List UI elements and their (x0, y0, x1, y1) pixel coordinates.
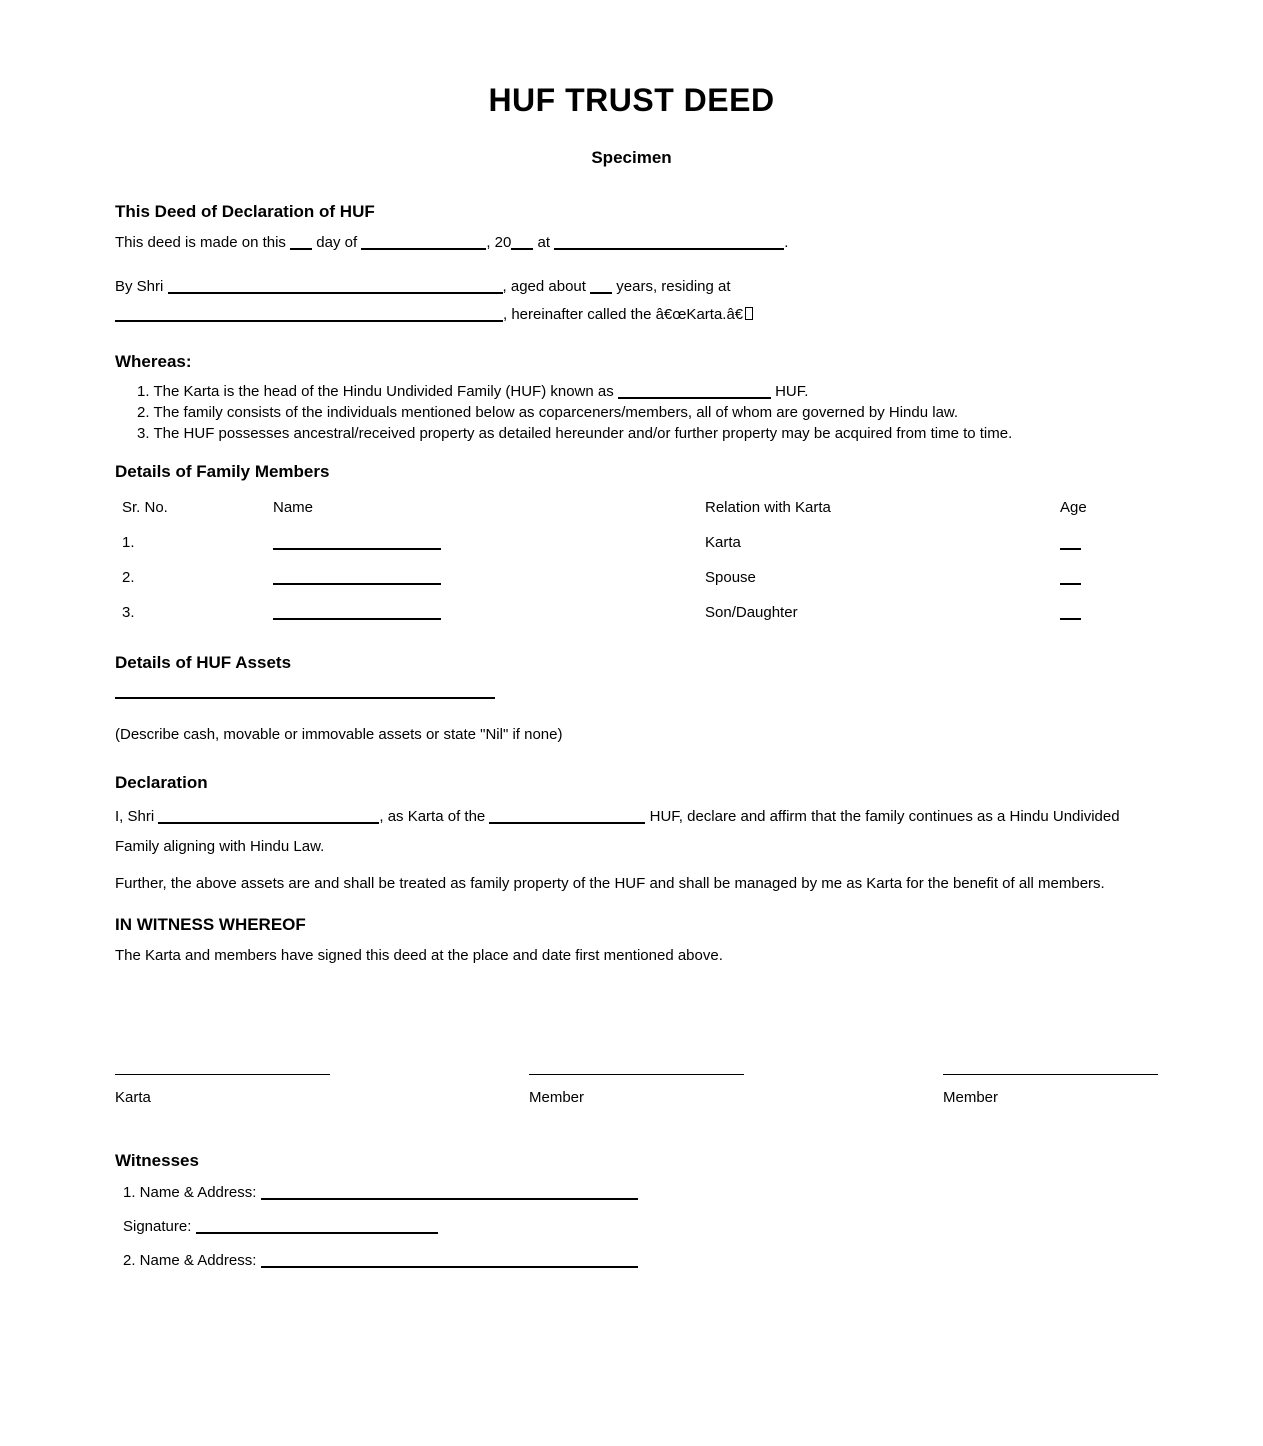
blank-witness2-name-address (261, 1254, 638, 1268)
declaration-paragraph-2: Further, the above assets are and shall be treated as family property of the HUF and shall be managed by me as Karta for the benefit of all members. (115, 875, 1105, 892)
table-row (115, 602, 1148, 624)
blank-place (554, 236, 784, 250)
signature-label: Member (943, 1089, 999, 1106)
member-age-cell (1060, 532, 1148, 554)
table-row (115, 532, 1148, 554)
text-declare-affirm: HUF, declare and affirm that the family continues as a Hindu Undivided Family aligning with Hindu Law. (115, 808, 1120, 855)
member-name-cell (273, 567, 705, 589)
blank-day-number (290, 236, 312, 250)
whereas-item-1-text: The Karta is the head of the Hindu Undivided Family (HUF) known as (153, 383, 614, 400)
blank-witness1-name-address (261, 1186, 638, 1200)
assets-note: (Describe cash, movable or immovable assets or state "Nil" if none) (115, 726, 563, 743)
witnesses-list (115, 1182, 1148, 1272)
row-sr-no: 1. (122, 534, 135, 551)
text-i-shri: I, Shri (115, 808, 155, 825)
blank-member-age-1 (1060, 536, 1081, 550)
list-number: 1. (137, 383, 150, 400)
blank-member-name-1 (273, 536, 441, 550)
member-name-cell (273, 532, 705, 554)
blank-age (590, 280, 612, 294)
witness-2-row (123, 1250, 1148, 1272)
list-number: 3. (137, 425, 150, 442)
document-subtitle: Specimen (591, 148, 672, 167)
deed-address-line (115, 301, 1148, 329)
signature-line-karta (115, 1074, 330, 1075)
declaration-paragraph-1 (115, 802, 1125, 862)
column-header-age: Age (1060, 499, 1087, 516)
row-sr-no: 3. (122, 604, 135, 621)
column-header-relation: Relation with Karta (705, 499, 831, 516)
whereas-list (115, 381, 1148, 444)
witness-2-label: 2. Name & Address: (123, 1252, 257, 1269)
witness-signature-label: Signature: (123, 1218, 192, 1235)
blank-huf-name (618, 385, 771, 399)
deed-date-line (115, 232, 1148, 254)
row-sr-no: 2. (122, 569, 135, 586)
column-header-sr-no: Sr. No. (122, 499, 168, 516)
heading-in-witness-whereof: IN WITNESS WHEREOF (115, 915, 306, 934)
text-as-karta: , as Karta of the (379, 808, 486, 825)
text-day-of: day of (316, 234, 358, 251)
signature-block (115, 1074, 1148, 1109)
heading-deed-declaration: This Deed of Declaration of HUF (115, 202, 375, 221)
signature-line-member-1 (529, 1074, 744, 1075)
text-residing-at: years, residing at (616, 278, 731, 295)
blank-karta-name (168, 280, 503, 294)
blank-declarant-name (158, 810, 379, 824)
heading-declaration: Declaration (115, 773, 208, 792)
blank-address (115, 308, 503, 322)
signature-label: Karta (115, 1089, 151, 1106)
text-made-on: This deed is made on this (115, 234, 286, 251)
blank-member-age-2 (1060, 571, 1081, 585)
witness-whereof-text: The Karta and members have signed this deed at the place and date first mentioned above. (115, 947, 723, 964)
whereas-item-2-text: The family consists of the individuals mentioned below as coparceners/members, all of whom are governed by Hindu law. (153, 404, 959, 421)
witness-1-row (123, 1182, 1148, 1204)
missing-glyph-box (745, 307, 753, 320)
whereas-item-3 (137, 423, 1148, 444)
blank-member-age-3 (1060, 606, 1081, 620)
member-name-cell (273, 602, 705, 624)
row-relation: Son/Daughter (705, 604, 798, 621)
text-at: at (537, 234, 551, 251)
whereas-item-3-text: The HUF possesses ancestral/received property as detailed hereunder and/or further property may be acquired from time to time. (153, 425, 1013, 442)
witness-1-signature-row (123, 1216, 1148, 1238)
blank-year (511, 236, 533, 250)
signature-line-member-2 (943, 1074, 1158, 1075)
table-header-row (115, 497, 1148, 519)
blank-declaration-huf-name (489, 810, 645, 824)
deed-party-line (115, 273, 1148, 301)
heading-witnesses: Witnesses (115, 1151, 199, 1170)
table-row (115, 567, 1148, 589)
text-hereinafter-karta: , hereinafter called the â€œKarta.â€ (503, 306, 744, 323)
member-age-cell (1060, 602, 1148, 624)
whereas-item-2 (137, 402, 1148, 423)
family-members-table (115, 497, 1148, 624)
signature-slot-member-1 (529, 1074, 943, 1109)
text-by-shri: By Shri (115, 278, 164, 295)
signature-label: Member (529, 1089, 585, 1106)
text-aged-about: , aged about (502, 278, 586, 295)
whereas-item-1 (137, 381, 1148, 402)
witness-1-label: 1. Name & Address: (123, 1184, 257, 1201)
heading-whereas: Whereas: (115, 352, 192, 371)
row-relation: Spouse (705, 569, 756, 586)
blank-month (361, 236, 486, 250)
text-year-prefix: , 20 (486, 234, 512, 251)
whereas-item-1-suffix: HUF. (775, 383, 809, 400)
heading-huf-assets: Details of HUF Assets (115, 653, 292, 672)
column-header-name: Name (273, 499, 314, 516)
signature-slot-karta (115, 1074, 529, 1109)
text-period: . (784, 234, 789, 251)
document-title: HUF TRUST DEED (488, 82, 775, 118)
blank-witness1-signature (196, 1220, 438, 1234)
blank-member-name-2 (273, 571, 441, 585)
row-relation: Karta (705, 534, 741, 551)
blank-assets (115, 697, 495, 699)
member-age-cell (1060, 567, 1148, 589)
heading-family-members: Details of Family Members (115, 462, 330, 481)
blank-member-name-3 (273, 606, 441, 620)
list-number: 2. (137, 404, 150, 421)
signature-slot-member-2 (943, 1074, 1158, 1109)
